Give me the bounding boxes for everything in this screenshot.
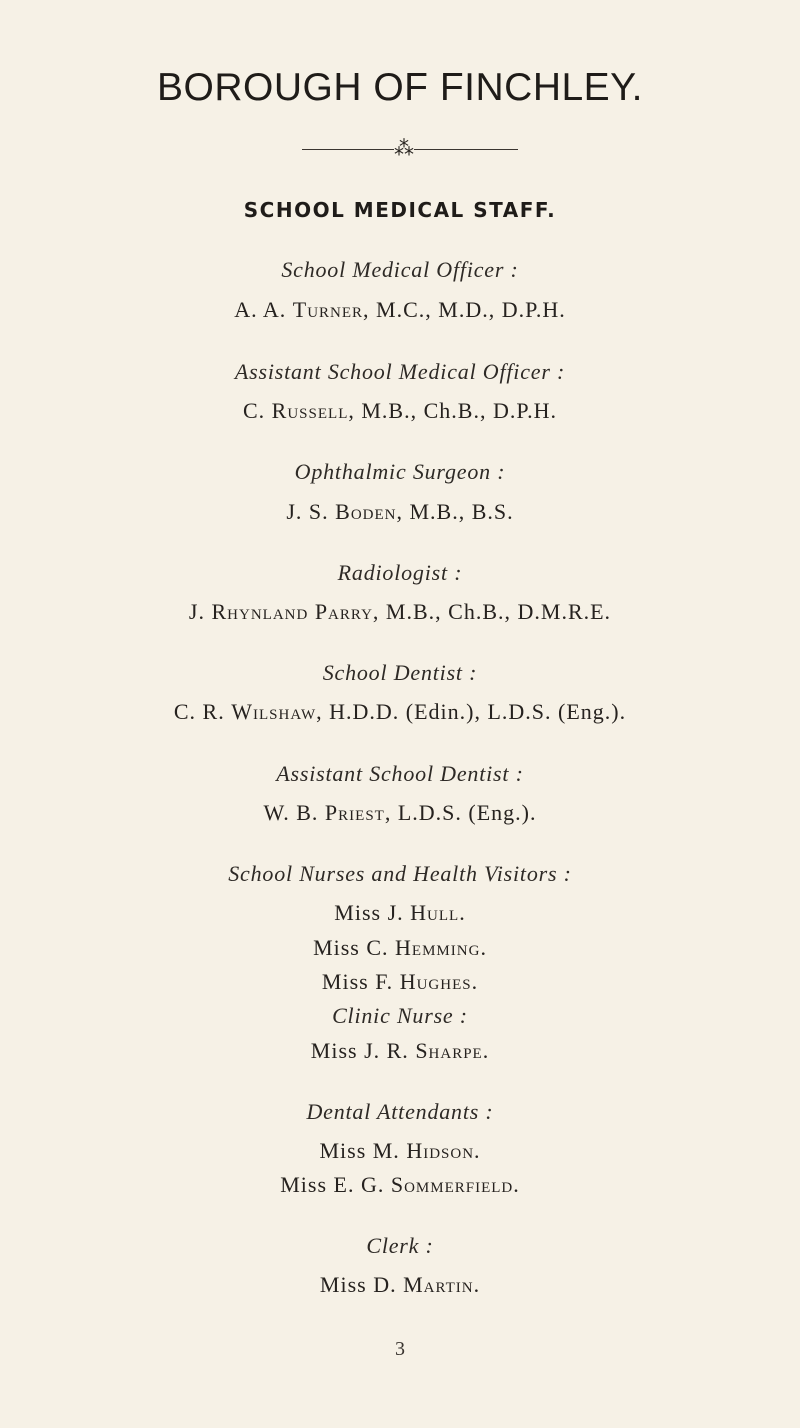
name-surname: Priest (324, 800, 385, 825)
name-sharpe (0, 1038, 800, 1064)
role-school-medical-officer: School Medical Officer : (281, 257, 519, 282)
role-radiologist: Radiologist : (337, 560, 463, 585)
name-surname: Hughes (399, 969, 472, 994)
role-school-dentist: School Dentist : (322, 660, 478, 685)
role-clerk: Clerk : (366, 1233, 434, 1258)
name-initials: Miss E. G. (280, 1172, 391, 1197)
name-surname: Hidson (406, 1138, 475, 1163)
name-initials: J. (188, 599, 212, 624)
page-number: 3 (395, 1338, 405, 1360)
name-qualifications: , H.D.D. (Edin.), L.D.S. (Eng.). (316, 699, 627, 724)
name-qualifications: , M.B., Ch.B., D.M.R.E. (372, 599, 612, 624)
role-clinic-nurse: Clinic Nurse : (332, 1003, 468, 1028)
name-surname: Martin (403, 1272, 474, 1297)
name-surname: Wilshaw (231, 699, 317, 724)
name-rhynland-parry (0, 599, 800, 625)
name-priest (0, 800, 800, 826)
name-qualifications: . (480, 935, 487, 960)
name-initials: Miss F. (321, 969, 400, 994)
name-qualifications: . (459, 900, 466, 925)
name-qualifications: . (474, 1138, 481, 1163)
name-qualifications: . (482, 1038, 490, 1063)
section-heading: SCHOOL MEDICAL STAFF. (243, 198, 557, 222)
name-initials: J. S. (286, 499, 336, 524)
name-martin (0, 1272, 800, 1298)
name-sommerfield (0, 1172, 800, 1198)
name-initials: A. A. (234, 297, 293, 322)
ornament-rule-right (414, 149, 518, 150)
role-ophthalmic-surgeon: Ophthalmic Surgeon : (294, 459, 506, 484)
name-qualifications: . (513, 1172, 520, 1197)
name-surname: Rhynland Parry (211, 599, 373, 624)
name-qualifications: , M.C., M.D., D.P.H. (363, 297, 566, 322)
name-initials: C. (242, 398, 272, 423)
name-qualifications: . (473, 1272, 481, 1297)
role-assistant-school-dentist: Assistant School Dentist : (276, 761, 524, 786)
name-qualifications: , M.B., B.S. (396, 499, 514, 524)
name-turner (0, 297, 800, 323)
name-surname: Turner (292, 297, 364, 322)
name-initials: Miss C. (313, 935, 396, 960)
name-initials: C. R. (173, 699, 232, 724)
name-hull (0, 900, 800, 926)
name-qualifications: , M.B., Ch.B., D.P.H. (348, 398, 558, 423)
name-hemming (0, 935, 800, 961)
name-initials: Miss M. (319, 1138, 407, 1163)
name-wilshaw (0, 699, 800, 725)
name-boden (0, 499, 800, 525)
name-qualifications: , L.D.S. (Eng.). (384, 800, 537, 825)
name-russell (0, 398, 800, 424)
name-initials: W. B. (263, 800, 325, 825)
name-hidson (0, 1138, 800, 1164)
name-initials: Miss D. (319, 1272, 404, 1297)
role-school-nurses: School Nurses and Health Visitors : (228, 861, 572, 886)
title-ornament (0, 138, 800, 162)
name-surname: Sommerfield (390, 1172, 514, 1197)
name-surname: Russell (271, 398, 349, 423)
page-title: BOROUGH OF FINCHLEY. (156, 66, 644, 109)
name-surname: Hemming (395, 935, 481, 960)
name-surname: Hull (410, 900, 460, 925)
role-assistant-school-medical-officer: Assistant School Medical Officer : (234, 359, 566, 384)
name-hughes (0, 969, 800, 995)
name-surname: Sharpe (415, 1038, 483, 1063)
role-dental-attendants: Dental Attendants : (306, 1099, 494, 1124)
ornament-rule-left (302, 149, 394, 150)
name-initials: Miss J. R. (310, 1038, 416, 1063)
name-qualifications: . (471, 969, 479, 994)
name-surname: Boden (335, 499, 397, 524)
asterism-icon: ⁂ (394, 136, 414, 160)
name-initials: Miss J. (334, 900, 411, 925)
